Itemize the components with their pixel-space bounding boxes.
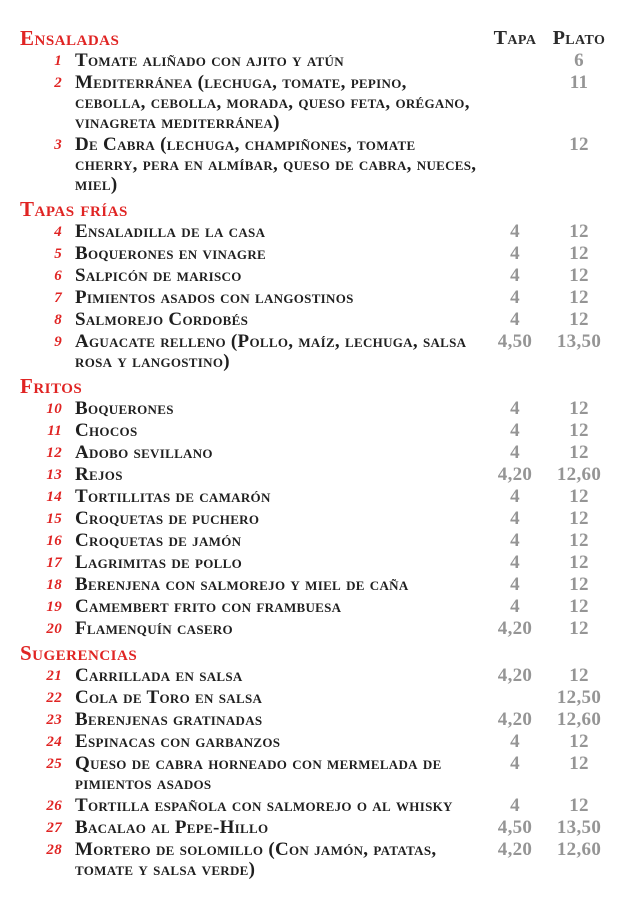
item-number: 19 [46, 599, 62, 615]
menu-item-row [20, 597, 614, 617]
item-number: 7 [54, 290, 62, 306]
menu-item-row [20, 465, 614, 485]
item-number: 5 [54, 246, 62, 262]
item-price-tapa: 4 [510, 420, 520, 441]
item-name: Berenjena con salmorejo y miel de caña [75, 574, 409, 595]
item-name: Ensaladilla de la casa [75, 221, 266, 242]
item-price-plato: 12 [569, 243, 589, 264]
menu-item-row [20, 796, 614, 816]
menu-item-row [20, 531, 614, 551]
menu-item-row [20, 619, 614, 639]
menu-item-row [20, 688, 614, 708]
item-name: Chocos [75, 420, 138, 441]
item-name: Aguacate relleno (Pollo, maíz, lechuga, salsa rosa y langostino) [75, 331, 467, 372]
item-name: Cola de Toro en salsa [75, 687, 263, 708]
item-price-plato: 13,50 [556, 817, 602, 838]
item-price-plato: 12 [569, 287, 589, 308]
section-title: Sugerencias [20, 641, 138, 665]
item-number: 4 [54, 224, 62, 240]
item-number: 13 [46, 467, 62, 483]
item-name: Boquerones en vinagre [75, 243, 266, 264]
item-number: 20 [46, 621, 62, 637]
menu-sections [20, 26, 614, 880]
menu-item-row [20, 421, 614, 441]
item-price-plato: 12 [569, 508, 589, 529]
item-number: 23 [46, 712, 62, 728]
section-items [20, 399, 614, 639]
item-name: Bacalao al Pepe-Hillo [75, 817, 269, 838]
menu-item-row [20, 135, 614, 195]
item-price-tapa: 4,20 [497, 665, 533, 686]
item-name: Mortero de solomillo (Con jamón, patatas, tomate y salsa verde) [75, 839, 437, 880]
column-headers [486, 27, 614, 49]
item-name: Croquetas de puchero [75, 508, 260, 529]
item-price-plato: 12,60 [556, 839, 602, 860]
item-price-tapa: 4 [510, 795, 520, 816]
item-name: Berenjenas gratinadas [75, 709, 263, 730]
item-price-plato: 12 [569, 665, 589, 686]
item-price-plato: 12 [569, 309, 589, 330]
item-price-tapa: 4 [510, 221, 520, 242]
item-number: 12 [46, 445, 62, 461]
item-name: Mediterránea (lechuga, tomate, pepino, cebolla, cebolla, morada, queso feta, orégano, vinagreta mediterránea) [75, 72, 470, 133]
item-price-plato: 12,50 [556, 687, 602, 708]
menu-item-row [20, 509, 614, 529]
item-price-plato: 13,50 [556, 331, 602, 352]
item-price-tapa: 4 [510, 508, 520, 529]
menu-item-row [20, 732, 614, 752]
item-name: Tortillitas de camarón [75, 486, 271, 507]
item-price-tapa: 4,50 [497, 331, 533, 352]
item-number: 6 [54, 268, 62, 284]
item-number: 15 [46, 511, 62, 527]
item-number: 11 [47, 423, 62, 439]
item-number: 8 [54, 312, 62, 328]
item-price-plato: 12 [569, 574, 589, 595]
item-price-plato: 6 [574, 50, 584, 71]
item-name: Carrillada en salsa [75, 665, 243, 686]
item-name: Salmorejo Cordobés [75, 309, 249, 330]
item-name: Pimientos asados con langostinos [75, 287, 354, 308]
item-price-tapa: 4 [510, 287, 520, 308]
item-number: 1 [54, 53, 62, 69]
item-number: 18 [46, 577, 62, 593]
item-price-plato: 12 [569, 398, 589, 419]
item-number: 21 [46, 668, 62, 684]
item-price-tapa: 4,20 [497, 709, 533, 730]
menu-item-row [20, 754, 614, 794]
menu-item-row [20, 332, 614, 372]
item-price-tapa: 4 [510, 309, 520, 330]
menu-section [20, 197, 614, 372]
item-price-tapa: 4,20 [497, 839, 533, 860]
menu-item-row [20, 51, 614, 71]
item-price-tapa: 4,20 [497, 464, 533, 485]
menu-item-row [20, 575, 614, 595]
item-number: 22 [46, 690, 62, 706]
menu-item-row [20, 443, 614, 463]
item-number: 27 [46, 820, 62, 836]
item-price-plato: 12 [569, 420, 589, 441]
item-price-plato: 12 [569, 552, 589, 573]
item-price-plato: 12 [569, 753, 589, 774]
item-name: Rejos [75, 464, 123, 485]
section-items [20, 666, 614, 880]
menu-item-row [20, 288, 614, 308]
menu-section [20, 26, 614, 195]
item-number: 25 [46, 756, 62, 772]
item-price-tapa: 4 [510, 552, 520, 573]
item-name: Boquerones [75, 398, 174, 419]
item-name: Espinacas con garbanzos [75, 731, 281, 752]
item-name: Flamenquín casero [75, 618, 233, 639]
item-name: Adobo sevillano [75, 442, 213, 463]
menu-item-row [20, 222, 614, 242]
item-price-tapa: 4 [510, 753, 520, 774]
item-number: 3 [54, 137, 62, 153]
item-price-plato: 12,60 [556, 709, 602, 730]
item-price-plato: 12 [569, 530, 589, 551]
item-number: 24 [46, 734, 62, 750]
item-number: 17 [46, 555, 62, 571]
menu-item-row [20, 73, 614, 133]
menu-section [20, 641, 614, 880]
menu-item-row [20, 399, 614, 419]
menu-item-row [20, 710, 614, 730]
menu-item-row [20, 818, 614, 838]
item-price-tapa: 4 [510, 596, 520, 617]
item-price-plato: 12 [569, 486, 589, 507]
menu-item-row [20, 553, 614, 573]
item-price-plato: 12 [569, 795, 589, 816]
section-items [20, 222, 614, 372]
item-price-plato: 12 [569, 731, 589, 752]
item-price-plato: 12 [569, 134, 589, 155]
section-title: Ensaladas [20, 26, 120, 50]
column-header-tapa: Tapa [493, 27, 537, 49]
item-price-tapa: 4 [510, 486, 520, 507]
menu-item-row [20, 666, 614, 686]
item-price-plato: 12,60 [556, 464, 602, 485]
section-title: Tapas frías [20, 197, 128, 221]
menu-item-row [20, 244, 614, 264]
item-price-tapa: 4 [510, 398, 520, 419]
item-name: De Cabra (lechuga, champiñones, tomate cherry, pera en almíbar, queso de cabra, nueces, miel) [75, 134, 477, 195]
menu-item-row [20, 310, 614, 330]
section-items [20, 51, 614, 195]
item-price-plato: 12 [569, 221, 589, 242]
item-price-tapa: 4 [510, 731, 520, 752]
menu-item-row [20, 840, 614, 880]
item-number: 10 [46, 401, 62, 417]
item-price-tapa: 4 [510, 243, 520, 264]
item-name: Queso de cabra horneado con mermelada de pimientos asados [75, 753, 442, 794]
menu-section [20, 374, 614, 639]
item-number: 16 [46, 533, 62, 549]
item-price-tapa: 4,50 [497, 817, 533, 838]
item-number: 14 [46, 489, 62, 505]
item-number: 26 [46, 798, 62, 814]
item-number: 9 [54, 334, 62, 350]
item-price-tapa: 4 [510, 530, 520, 551]
item-name: Croquetas de jamón [75, 530, 242, 551]
section-title: Fritos [20, 374, 83, 398]
item-name: Tomate aliñado con ajito y atún [75, 50, 344, 71]
item-price-plato: 12 [569, 618, 589, 639]
item-name: Salpicón de marisco [75, 265, 242, 286]
item-price-tapa: 4,20 [497, 618, 533, 639]
item-price-plato: 12 [569, 442, 589, 463]
item-name: Lagrimitas de pollo [75, 552, 243, 573]
item-price-plato: 12 [569, 265, 589, 286]
item-number: 28 [46, 842, 62, 858]
item-price-plato: 12 [569, 596, 589, 617]
item-price-tapa: 4 [510, 265, 520, 286]
item-price-tapa: 4 [510, 442, 520, 463]
column-header-plato: Plato [552, 27, 606, 49]
item-number: 2 [54, 75, 62, 91]
item-price-tapa: 4 [510, 574, 520, 595]
item-price-plato: 11 [569, 72, 589, 93]
item-name: Tortilla española con salmorejo o al whisky [75, 795, 453, 816]
menu-item-row [20, 266, 614, 286]
item-name: Camembert frito con frambuesa [75, 596, 342, 617]
menu-item-row [20, 487, 614, 507]
